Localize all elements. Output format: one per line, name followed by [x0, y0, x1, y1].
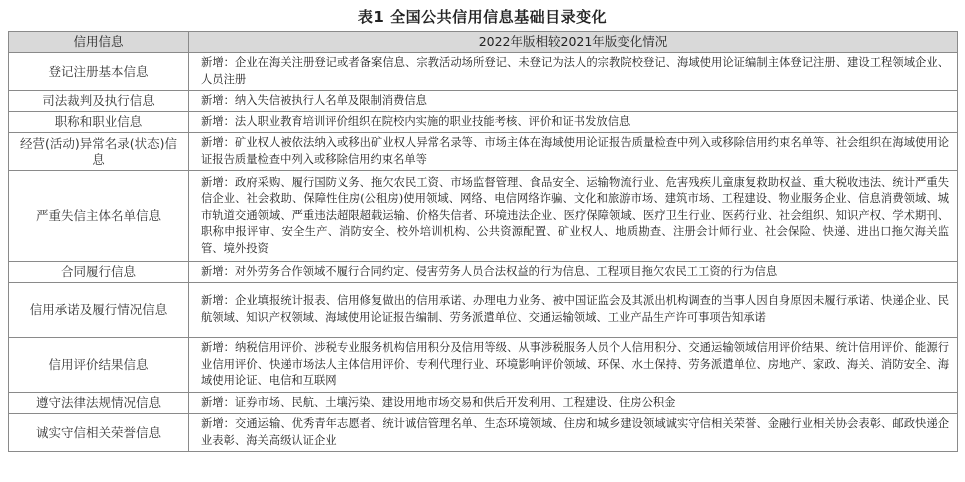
row-label: 诚实守信相关荣誉信息 — [9, 414, 189, 452]
row-change: 新增：矿业权人被依法纳入或移出矿业权人异常名录等、市场主体在海域使用论证报告质量检查中列入或移除信用约束名单等、社会组织在海域使用论证报告质量检查中列入或移除信用约束名单等 — [189, 133, 958, 171]
row-change: 新增：政府采购、履行国防义务、拖欠农民工资、市场监督管理、食品安全、运输物流行业、危害残疾儿童康复救助权益、重大税收违法、统计严重失信企业、社会救助、保障性住房(公租房)使用领域、网络、电信网络诈骗、文化和旅游市场、建筑市场、工程建设、物业服务企业、信息消费领域、城市轨道交通领域、严重违法超限超载运输、价格失信者、环境违法企业、医疗保障领域、医疗卫生行业、医药行业、社会组织、知识产权、学术期刊、职称申报评审、安全生产、消防安全、校外培训机构、公共资源配置、矿业权人、地质勘查、注册会计师行业、社会保险、快递、进出口拖欠海关监管、境外投资 — [189, 171, 958, 262]
row-change: 新增：企业在海关注册登记或者备案信息、宗教活动场所登记、未登记为法人的宗教院校登记、海域使用论证编制主体登记注册、建设工程领域企业、人员注册 — [189, 53, 958, 91]
table-row — [9, 133, 958, 171]
header-change: 2022年版相较2021年版变化情况 — [189, 32, 958, 53]
row-label: 信用承诺及履行情况信息 — [9, 283, 189, 338]
table-row — [9, 53, 958, 91]
table-row — [9, 414, 958, 452]
row-label: 遵守法律法规情况信息 — [9, 393, 189, 414]
row-label: 信用评价结果信息 — [9, 338, 189, 393]
table-header-row — [9, 32, 958, 53]
row-label: 司法裁判及执行信息 — [9, 91, 189, 112]
row-change: 新增：纳入失信被执行人名单及限制消费信息 — [189, 91, 958, 112]
header-credit-info: 信用信息 — [9, 32, 189, 53]
row-label: 登记注册基本信息 — [9, 53, 189, 91]
row-label: 职称和职业信息 — [9, 112, 189, 133]
table-row — [9, 91, 958, 112]
row-label: 严重失信主体名单信息 — [9, 171, 189, 262]
table-row — [9, 112, 958, 133]
row-label: 经营(活动)异常名录(状态)信息 — [9, 133, 189, 171]
row-change: 新增：交通运输、优秀青年志愿者、统计诚信管理名单、生态环境领域、住房和城乡建设领域诚实守信相关荣誉、金融行业相关协会表彰、邮政快递企业表彰、海关高级认证企业 — [189, 414, 958, 452]
table-row — [9, 393, 958, 414]
row-change: 新增：企业填报统计报表、信用修复做出的信用承诺、办理电力业务、被中国证监会及其派出机构调查的当事人因自身原因未履行承诺、快递企业、民航领域、知识产权领域、海域使用论证报告编制、劳务派遣单位、交通运输领域、工业产品生产许可事项告知承诺 — [189, 283, 958, 338]
table-caption: 表1 全国公共信用信息基础目录变化 — [357, 8, 608, 26]
table-row — [9, 338, 958, 393]
row-label: 合同履行信息 — [9, 262, 189, 283]
table-row — [9, 262, 958, 283]
credit-info-table — [8, 31, 958, 452]
table-row — [9, 171, 958, 262]
row-change: 新增：证券市场、民航、土壤污染、建设用地市场交易和供后开发利用、工程建设、住房公积金 — [189, 393, 958, 414]
row-change: 新增：纳税信用评价、涉税专业服务机构信用积分及信用等级、从事涉税服务人员个人信用积分、交通运输领域信用评价结果、统计信用评价、能源行业信用评价、快递市场法人主体信用评价、专利代理行业、环境影响评价领域、环保、水土保持、劳务派遣单位、房地产、家政、海关、消防安全、海域使用论证、电信和互联网 — [189, 338, 958, 393]
table-row — [9, 283, 958, 338]
row-change: 新增：法人职业教育培训评价组织在院校内实施的职业技能考核、评价和证书发放信息 — [189, 112, 958, 133]
row-change: 新增：对外劳务合作领域不履行合同约定、侵害劳务人员合法权益的行为信息、工程项目拖欠农民工工资的行为信息 — [189, 262, 958, 283]
